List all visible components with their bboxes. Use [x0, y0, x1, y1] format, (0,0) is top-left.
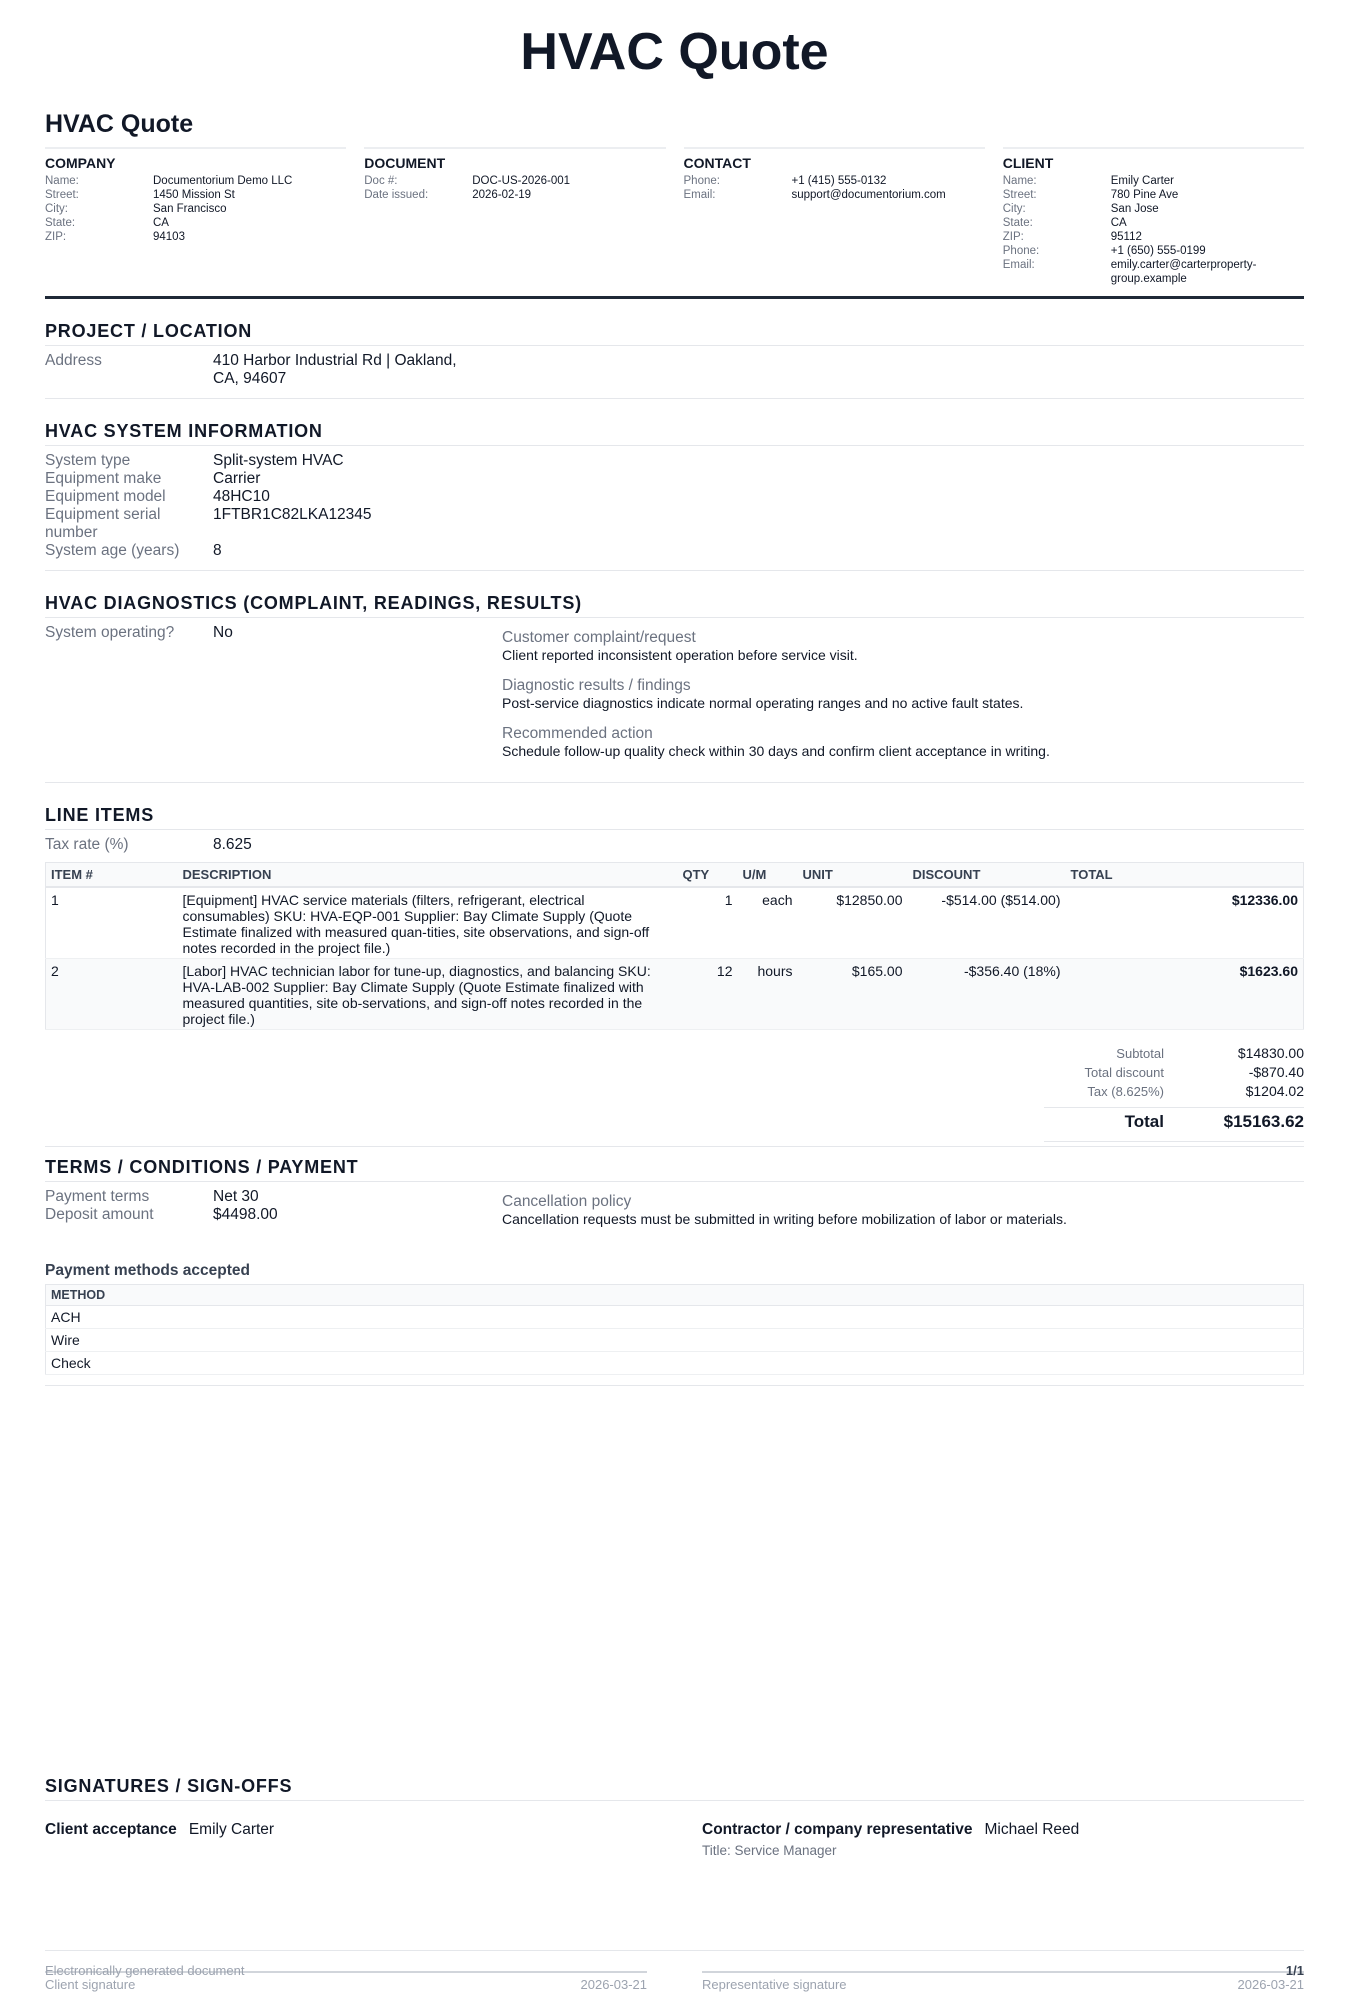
- field-label: System age (years): [45, 542, 180, 559]
- footer: [45, 1950, 1304, 1978]
- total-value: $1204.02: [1245, 1083, 1304, 1099]
- table-cell: 1: [678, 887, 738, 959]
- table-row: [46, 1306, 1304, 1329]
- table-cell: each: [738, 887, 798, 959]
- field-list: [364, 174, 665, 202]
- payment-method: ACH: [46, 1306, 1304, 1329]
- field-value: support@documentorium.com: [791, 189, 946, 201]
- field-value: DOC-US-2026-001: [472, 175, 571, 187]
- field-label: Deposit amount: [45, 1206, 154, 1223]
- field-label: Email:: [1002, 259, 1035, 271]
- table-cell: $12850.00: [798, 887, 908, 959]
- column-header: ITEM #: [46, 863, 178, 888]
- table-cell: hours: [738, 959, 798, 1030]
- table-cell: $1623.60: [1066, 959, 1304, 1030]
- block-text: Schedule follow-up quality check within 30 days and confirm client acceptance in writing.: [502, 743, 1050, 759]
- field-value: San Francisco: [153, 203, 227, 215]
- field-list: [684, 174, 985, 202]
- section-heading: HVAC SYSTEM INFORMATION: [45, 421, 1304, 446]
- field-label: Street:: [45, 189, 79, 201]
- terms-section: [45, 1157, 1304, 1386]
- field-row: [45, 488, 1304, 506]
- field-label: ZIP:: [45, 231, 67, 243]
- line-items-table: [45, 862, 1304, 1030]
- cancellation-text: Cancellation requests must be submitted in writing before mobilization of labor or materials.: [502, 1211, 1067, 1227]
- field-label: Phone:: [683, 175, 720, 187]
- field-list: [45, 174, 346, 244]
- block-text: Post-service diagnostics indicate normal operating ranges and no active fault states.: [502, 695, 1024, 711]
- column-header: U/M: [738, 863, 798, 888]
- field-value: 94103: [153, 231, 185, 243]
- field-label: State:: [1002, 217, 1033, 229]
- table-cell: $165.00: [798, 959, 908, 1030]
- diagnostic-block: [502, 628, 1304, 664]
- block-title: Diagnostic results / findings: [502, 677, 691, 694]
- document-block: [364, 147, 665, 286]
- block-heading: CONTACT: [683, 155, 751, 171]
- block-text: Client reported inconsistent operation before service visit.: [502, 647, 858, 663]
- diagnostic-block: [502, 724, 1304, 760]
- field-value: Split-system HVAC: [213, 452, 344, 469]
- field-label: Email:: [683, 189, 716, 201]
- field-row: [45, 1206, 502, 1224]
- field-label: Doc #:: [364, 175, 398, 187]
- field-label: ZIP:: [1002, 231, 1024, 243]
- field-label: System type: [45, 452, 131, 469]
- payment-method: Check: [46, 1352, 1304, 1375]
- grand-total-label: Total: [1124, 1112, 1164, 1131]
- field-label: State:: [45, 217, 76, 229]
- document-subtitle: HVAC Quote: [45, 110, 194, 138]
- payment-methods-title: Payment methods accepted: [45, 1262, 251, 1279]
- field-value: Emily Carter: [1110, 175, 1175, 187]
- line-items-section: [45, 805, 1304, 1147]
- field-label: Equipment model: [45, 488, 166, 505]
- contractor-name: Michael Reed: [984, 1821, 1080, 1838]
- field-label: Address: [45, 352, 102, 369]
- block-heading: CLIENT: [1002, 155, 1054, 171]
- block-title: Recommended action: [502, 725, 653, 742]
- company-block: [45, 147, 346, 286]
- block-heading: COMPANY: [45, 155, 116, 171]
- field-row: [45, 542, 1304, 560]
- cancellation-title: Cancellation policy: [502, 1193, 632, 1210]
- field-label: Equipment make: [45, 470, 162, 487]
- column-header: QTY: [678, 863, 738, 888]
- field-value: Documentorium Demo LLC: [153, 175, 293, 187]
- field-value: 2026-02-19: [472, 189, 532, 201]
- document-page: [45, 0, 1304, 1386]
- field-label: Equipment serial number: [45, 506, 161, 541]
- signature-label: Client signature: [45, 1977, 136, 1992]
- field-label: City:: [1002, 203, 1026, 215]
- total-label: Subtotal: [1116, 1046, 1164, 1061]
- field-label: Date issued:: [364, 189, 429, 201]
- project-section: [45, 321, 1304, 399]
- diagnostics-section: [45, 593, 1304, 783]
- field-value: CA: [1110, 217, 1127, 229]
- client-name: Emily Carter: [188, 1821, 275, 1838]
- header-info: [45, 147, 1304, 299]
- contractor-label: Contractor / company representative: [702, 1821, 973, 1838]
- client-block: [1003, 147, 1304, 286]
- field-value: CA: [153, 217, 169, 229]
- field-row: [45, 470, 1304, 488]
- field-row: [45, 1188, 502, 1206]
- section-heading: SIGNATURES / SIGN-OFFS: [45, 1776, 1304, 1801]
- field-list: [1003, 174, 1304, 286]
- signature-date: 2026-03-21: [1237, 1977, 1304, 1992]
- client-acceptance-label: Client acceptance: [45, 1821, 177, 1838]
- table-row: [46, 887, 1304, 959]
- column-header: DESCRIPTION: [178, 863, 678, 888]
- signature-date: 2026-03-21: [580, 1977, 647, 1992]
- total-row: [1044, 1044, 1304, 1063]
- field-value: 8: [213, 542, 222, 559]
- total-value: -$870.40: [1248, 1064, 1304, 1080]
- field-value: 1FTBR1C82LKA12345: [213, 506, 372, 523]
- block-heading: DOCUMENT: [364, 155, 446, 171]
- field-label: Name:: [45, 175, 79, 187]
- table-cell: 12: [678, 959, 738, 1030]
- total-value: $14830.00: [1237, 1045, 1304, 1061]
- total-label: Total discount: [1084, 1065, 1164, 1080]
- total-row: [1044, 1082, 1304, 1101]
- table-cell: 1: [46, 887, 178, 959]
- field-label: Name:: [1002, 175, 1037, 187]
- table-cell: -$514.00 ($514.00): [908, 887, 1066, 959]
- table-row: [46, 959, 1304, 1030]
- table-cell: -$356.40 (18%): [908, 959, 1066, 1030]
- contractor-title: Title: Service Manager: [702, 1843, 837, 1858]
- table-cell: $12336.00: [1066, 887, 1304, 959]
- total-label: Tax (8.625%): [1087, 1084, 1164, 1099]
- field-value: No: [213, 624, 233, 641]
- field-value: +1 (650) 555-0199: [1110, 245, 1206, 257]
- field-label: Tax rate (%): [45, 836, 129, 853]
- diagnostic-block: [502, 676, 1304, 712]
- field-label: Phone:: [1002, 245, 1040, 257]
- column-header: UNIT: [798, 863, 908, 888]
- field-label: Payment terms: [45, 1188, 150, 1205]
- field-row: [45, 452, 1304, 470]
- section-heading: TERMS / CONDITIONS / PAYMENT: [45, 1157, 1304, 1182]
- block-title: Customer complaint/request: [502, 629, 696, 646]
- column-header: DISCOUNT: [908, 863, 1066, 888]
- field-value: 95112: [1110, 231, 1142, 243]
- field-row: [45, 352, 1304, 388]
- document-title: HVAC Quote: [520, 23, 829, 81]
- table-cell: [Equipment] HVAC service materials (filters, refrigerant, electrical consumables) SKU: HVA-EQP-001 Supplier: Bay Climate Supply (Quote Estimate finalized with measured quan-tities, site observations, and sign-off notes recorded in the project file.): [178, 887, 678, 959]
- field-value: Carrier: [213, 470, 261, 487]
- field-value: Net 30: [213, 1188, 259, 1205]
- field-label: City:: [45, 203, 68, 215]
- column-header: METHOD: [46, 1285, 1304, 1306]
- field-value: 1450 Mission St: [153, 189, 235, 201]
- payment-method: Wire: [46, 1329, 1304, 1352]
- system-section: [45, 421, 1304, 571]
- section-heading: HVAC DIAGNOSTICS (COMPLAINT, READINGS, RESULTS): [45, 593, 1304, 618]
- field-value: 48HC10: [213, 488, 270, 505]
- signature-label: Representative signature: [702, 1977, 847, 1992]
- field-value: $4498.00: [213, 1206, 278, 1223]
- total-row: [1044, 1063, 1304, 1082]
- section-heading: LINE ITEMS: [45, 805, 1304, 830]
- field-value: +1 (415) 555-0132: [791, 175, 887, 187]
- totals: [1044, 1044, 1304, 1142]
- field-value: San Jose: [1110, 203, 1159, 215]
- field-value: emily.carter@carterproperty-group.example: [1110, 259, 1257, 285]
- field-label: System operating?: [45, 624, 175, 641]
- payment-methods-table: [45, 1284, 1304, 1375]
- section-heading: PROJECT / LOCATION: [45, 321, 1304, 346]
- page-number: 1/1: [1285, 1963, 1304, 1978]
- field-row: [45, 506, 1304, 542]
- table-cell: 2: [46, 959, 178, 1030]
- table-cell: [Labor] HVAC technician labor for tune-up, diagnostics, and balancing SKU: HVA-LAB-002 Supplier: Bay Climate Supply (Quote Estimate finalized with measured quantities, site ob-servations, and sign-off notes recorded in the project file.): [178, 959, 678, 1030]
- table-row: [46, 1329, 1304, 1352]
- contact-block: [684, 147, 985, 286]
- field-value: 780 Pine Ave: [1110, 189, 1179, 201]
- grand-total-value: $15163.62: [1223, 1112, 1304, 1131]
- footer-note: Electronically generated document: [45, 1963, 245, 1978]
- field-label: Street:: [1002, 189, 1037, 201]
- field-value: 8.625: [213, 836, 252, 853]
- column-header: TOTAL: [1066, 863, 1304, 888]
- table-row: [46, 1352, 1304, 1375]
- field-value: 410 Harbor Industrial Rd | Oakland, CA, 94607: [213, 352, 457, 387]
